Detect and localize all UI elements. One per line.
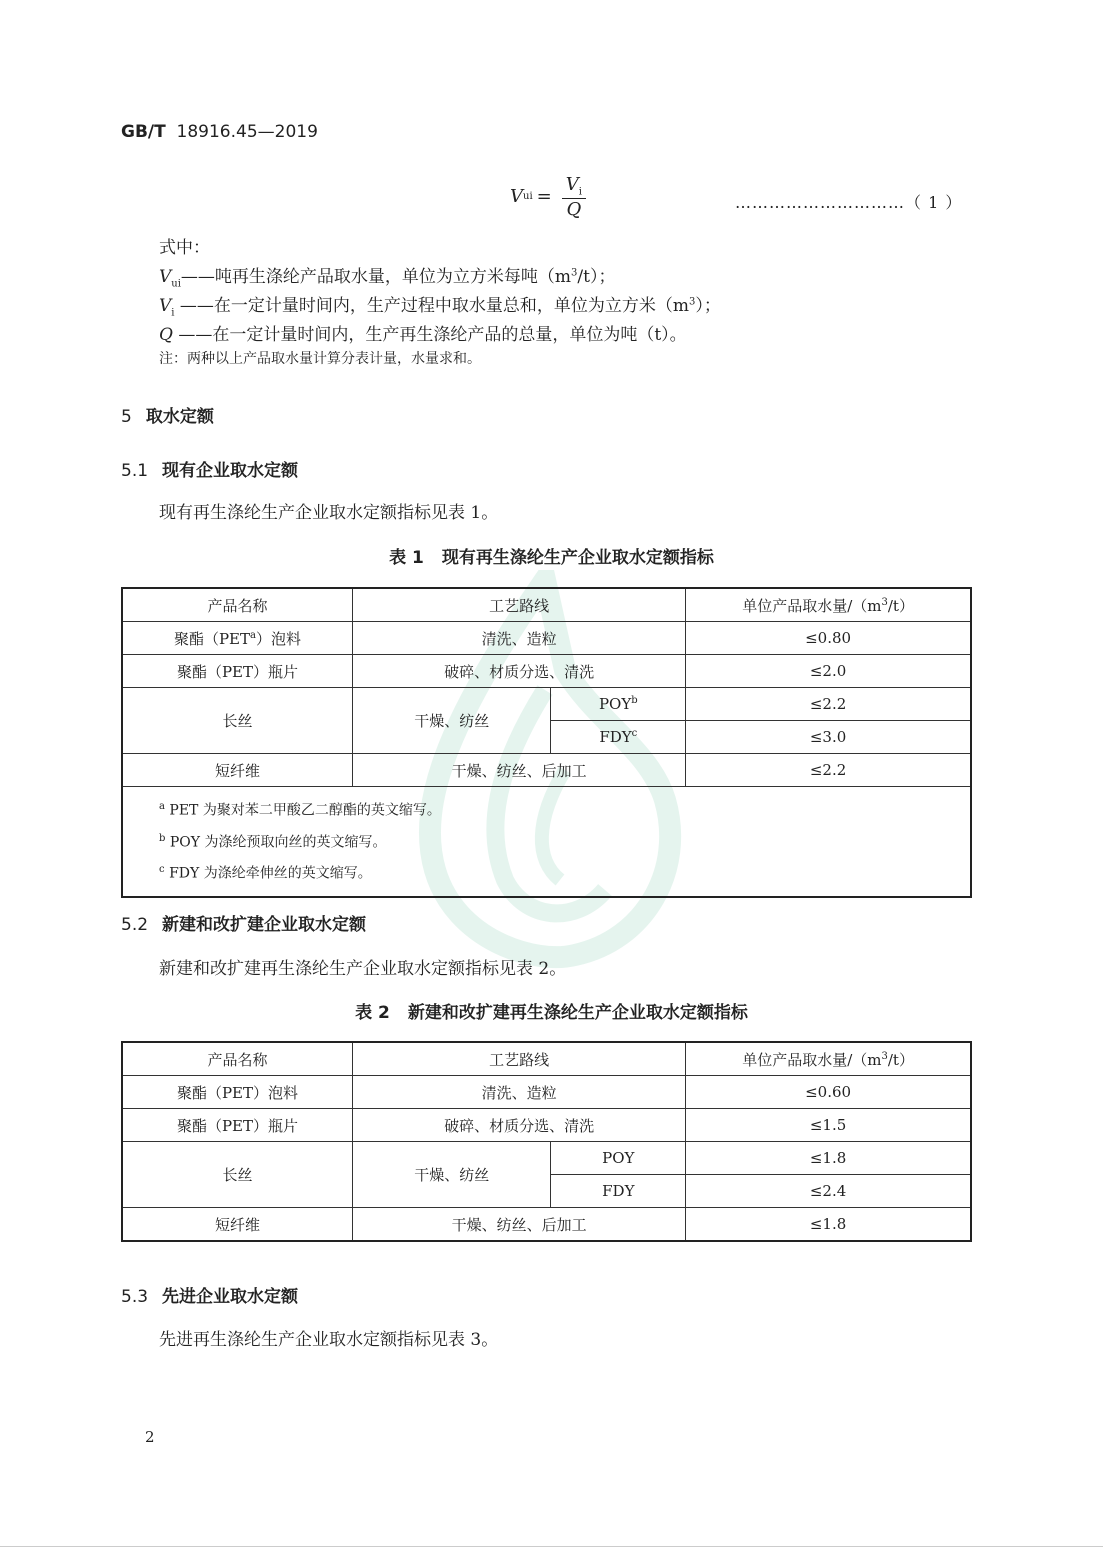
definition-vi: $V_i$ ——在一定计量时间内，生产过程中取水量总和，单位为立方米$(m^3)$； <box>159 296 721 319</box>
table-cell: 长丝 <box>122 688 352 754</box>
table-header-product: 产品名称 <box>122 588 352 622</box>
table-cell: 干燥、纺丝、后加工 <box>352 1208 685 1242</box>
table-cell: 长丝 <box>122 1142 352 1208</box>
table-cell: ≤3.0 <box>686 721 971 754</box>
table-cell: POY <box>551 1142 686 1175</box>
footnote-c: $^c$ FDY 为涤纶牵伸丝的英文缩写。 <box>159 864 372 882</box>
section-5-heading: 5 取水定额 <box>121 407 214 427</box>
table-header-water: 单位产品取水量$/(m^3/t)$ <box>686 1042 971 1076</box>
table-2 <box>121 1041 972 1242</box>
table-2-caption: 表 2 新建和改扩建再生涤纶生产企业取水定额指标 <box>355 1003 748 1023</box>
standard-header <box>121 122 318 142</box>
formula-numerator: $V_i$ <box>562 174 586 199</box>
table-header-product: 产品名称 <box>122 1042 352 1076</box>
table-footnotes <box>122 787 971 897</box>
table-cell: 聚酯（PET）瓶片 <box>122 655 352 688</box>
table-cell: 破碎、材质分选、清洗 <box>352 1109 685 1142</box>
footnote-a: $^a$ PET 为聚对苯二甲酸乙二醇酯的英文缩写。 <box>159 801 441 819</box>
table-cell: FDY <box>551 1175 686 1208</box>
formula-lhs: V <box>510 186 523 208</box>
definitions-note: 注：两种以上产品取水量计算分表计量，水量求和。 <box>159 351 481 367</box>
formula-fraction <box>562 174 586 220</box>
table-row <box>122 754 971 787</box>
table-cell: ≤2.4 <box>686 1175 971 1208</box>
table-cell: ≤2.2 <box>686 688 971 721</box>
table-cell: 干燥、纺丝 <box>352 688 550 754</box>
table-cell: ≤1.5 <box>686 1109 971 1142</box>
formula-lhs-sub: ui <box>523 191 533 203</box>
table-header-route: 工艺路线 <box>352 588 685 622</box>
table-row <box>122 1109 971 1142</box>
table-cell: 清洗、造粒 <box>352 1076 685 1109</box>
table-1 <box>121 587 972 898</box>
table-cell: 短纤维 <box>122 754 352 787</box>
table-1-caption: 表 1 现有再生涤纶生产企业取水定额指标 <box>389 548 714 568</box>
table-cell: ≤1.8 <box>686 1208 971 1242</box>
formula-number: …………………………（ 1 ） <box>735 193 963 212</box>
table-row <box>122 1042 971 1076</box>
table-row <box>122 1142 971 1175</box>
section-5-1-paragraph: 现有再生涤纶生产企业取水定额指标见表 1。 <box>159 503 499 523</box>
formula-1 <box>510 174 586 220</box>
table-cell: ≤2.2 <box>686 754 971 787</box>
page-number: 2 <box>145 1428 155 1446</box>
standard-number: 18916.45—2019 <box>176 122 318 142</box>
formula-eq: = <box>536 186 552 208</box>
table-row <box>122 622 971 655</box>
section-5-1-heading: 5.1 现有企业取水定额 <box>121 461 299 481</box>
section-5-3-heading: 5.3 先进企业取水定额 <box>121 1287 299 1307</box>
table-cell: 破碎、材质分选、清洗 <box>352 655 685 688</box>
table-cell: 聚酯（PET$^a$）泡料 <box>122 622 352 655</box>
table-cell: ≤0.80 <box>686 622 971 655</box>
table-row <box>122 1076 971 1109</box>
formula-denominator: Q <box>566 198 582 220</box>
table-cell: FDY$^c$ <box>551 721 686 754</box>
section-5-3-paragraph: 先进再生涤纶生产企业取水定额指标见表 3。 <box>159 1330 499 1350</box>
table-row <box>122 588 971 622</box>
table-cell: 干燥、纺丝、后加工 <box>352 754 685 787</box>
page-bottom-rule <box>0 1546 1103 1547</box>
table-header-water: 单位产品取水量$/(m^3/t)$ <box>686 588 971 622</box>
table-cell: 聚酯（PET）泡料 <box>122 1076 352 1109</box>
table-cell: 清洗、造粒 <box>352 622 685 655</box>
table-cell: ≤1.8 <box>686 1142 971 1175</box>
table-row <box>122 655 971 688</box>
section-5-2-paragraph: 新建和改扩建再生涤纶生产企业取水定额指标见表 2。 <box>159 959 567 979</box>
table-cell: 聚酯（PET）瓶片 <box>122 1109 352 1142</box>
table-row <box>122 688 971 721</box>
definition-vui: $V_{ui}——$吨再生涤纶产品取水量，单位为立方米每吨$(m^3/t)$； <box>159 267 616 290</box>
table-cell: 干燥、纺丝 <box>352 1142 550 1208</box>
table-header-route: 工艺路线 <box>352 1042 685 1076</box>
standard-code: GB/T <box>121 122 166 142</box>
definition-q: Q ——在一定计量时间内，生产再生涤纶产品的总量，单位为吨（t）。 <box>159 325 687 345</box>
table-footnote-cell <box>122 787 971 897</box>
definitions-intro: 式中： <box>159 238 210 258</box>
footnote-b: $^b$ POY 为涤纶预取向丝的英文缩写。 <box>159 832 387 851</box>
table-cell: ≤0.60 <box>686 1076 971 1109</box>
section-5-2-heading: 5.2 新建和改扩建企业取水定额 <box>121 915 367 935</box>
table-cell: POY$^b$ <box>551 688 686 721</box>
table-cell: 短纤维 <box>122 1208 352 1242</box>
table-row <box>122 1208 971 1242</box>
table-cell: ≤2.0 <box>686 655 971 688</box>
